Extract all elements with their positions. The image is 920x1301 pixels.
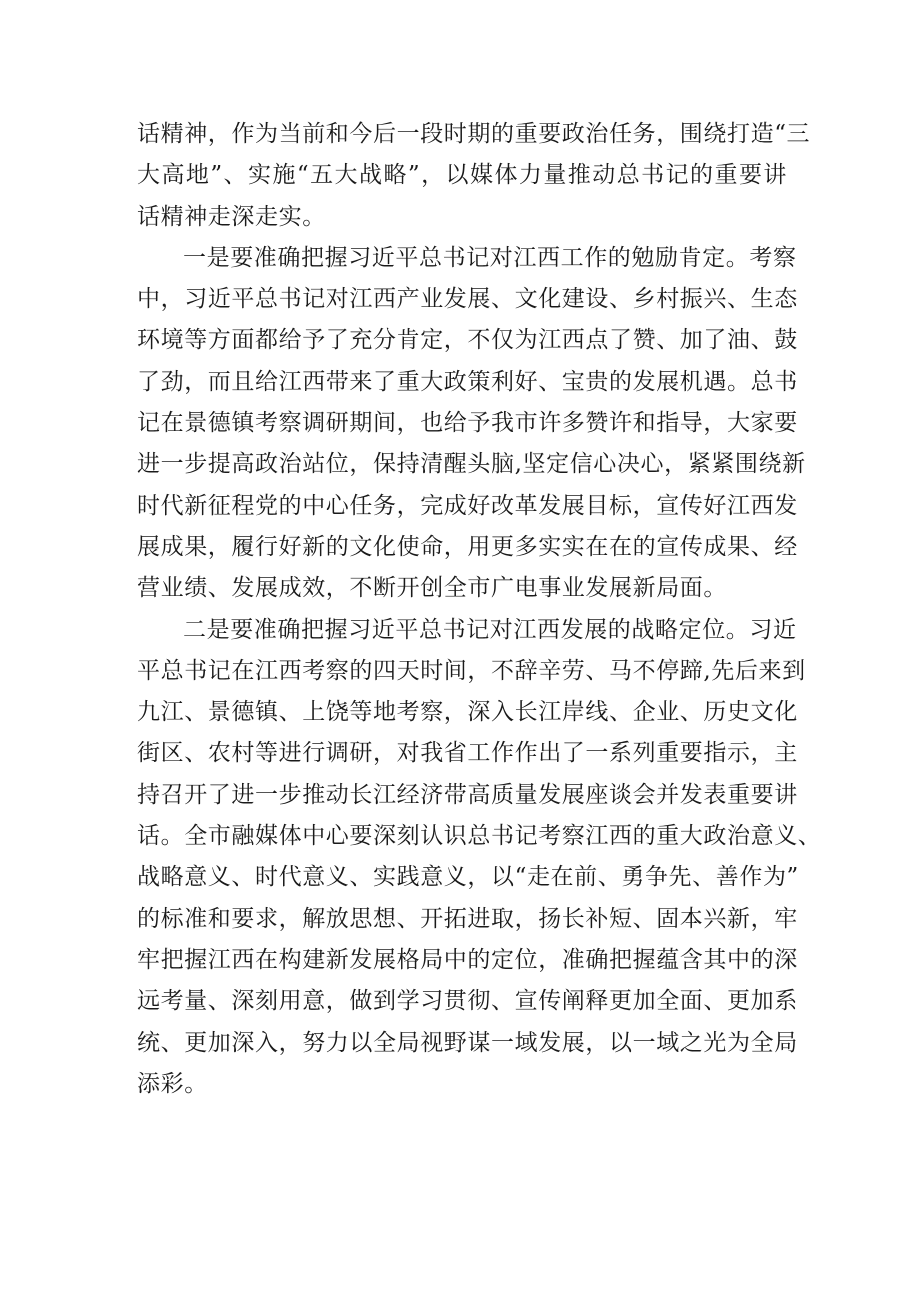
text-line: 时代新征程党的中心任务，完成好改革发展目标，宣传好江西发 (137, 492, 798, 519)
text-line: 持召开了进一步推动长江经济带高质量发展座谈会并发表重要讲 (137, 781, 798, 808)
text-line: 添彩。 (137, 1070, 208, 1097)
text-line: 进一步提高政治站位，保持清醒头脑,坚定信心决心，紧紧围绕新 (137, 451, 806, 478)
text-line: 话精神走深走实。 (137, 203, 326, 230)
text-line: 展成果，履行好新的文化使命，用更多实实在在的宣传成果、经 (137, 533, 798, 560)
text-line: 街区、农村等进行调研，对我省工作作出了一系列重要指示，主 (137, 740, 798, 767)
text-line: 大高地”、实施“五大战略”，以媒体力量推动总书记的重要讲 (137, 162, 787, 189)
text-line: 记在景德镇考察调研期间，也给予我市许多赞许和指导，大家要 (137, 410, 798, 437)
text-line: 牢把握江西在构建新发展格局中的定位，准确把握蕴含其中的深 (137, 946, 798, 973)
paragraph-1 (137, 114, 811, 238)
paragraph-3 (137, 610, 822, 1106)
text-line: 九江、景德镇、上饶等地考察，深入长江岸线、企业、历史文化 (137, 699, 798, 726)
text-line: 远考量、深刻用意，做到学习贯彻、宣传阐释更加全面、更加系 (137, 988, 798, 1015)
text-line: 战略意义、时代意义、实践意义，以“走在前、勇争先、善作为” (137, 864, 799, 891)
text-line: 二是要准确把握习近平总书记对江西发展的战略定位。习近 (183, 616, 797, 643)
text-line: 中，习近平总书记对江西产业发展、文化建设、乡村振兴、生态 (137, 286, 798, 313)
text-line: 了劲，而且给江西带来了重大政策利好、宝贵的发展机遇。总书 (137, 368, 798, 395)
text-line: 的标准和要求，解放思想、开拓进取，扬长补短、固本兴新，牢 (137, 905, 798, 932)
text-line: 营业绩、发展成效，不断开创全市广电事业发展新局面。 (137, 575, 727, 602)
text-line: 话。全市融媒体中心要深刻认识总书记考察江西的重大政治意义、 (137, 823, 822, 850)
text-line: 统、更加深入，努力以全局视野谋一域发展，以一域之光为全局 (137, 1029, 798, 1056)
document-body (137, 114, 822, 1105)
text-line: 话精神，作为当前和今后一段时期的重要政治任务，围绕打造“三 (137, 121, 811, 147)
text-line: 环境等方面都给予了充分肯定，不仅为江西点了赞、加了油、鼓 (137, 327, 798, 354)
text-line: 平总书记在江西考察的四天时间，不辞辛劳、马不停蹄,先后来到 (137, 657, 806, 684)
text-line: 一是要准确把握习近平总书记对江西工作的勉励肯定。考察 (183, 244, 797, 271)
paragraph-2 (137, 238, 806, 610)
